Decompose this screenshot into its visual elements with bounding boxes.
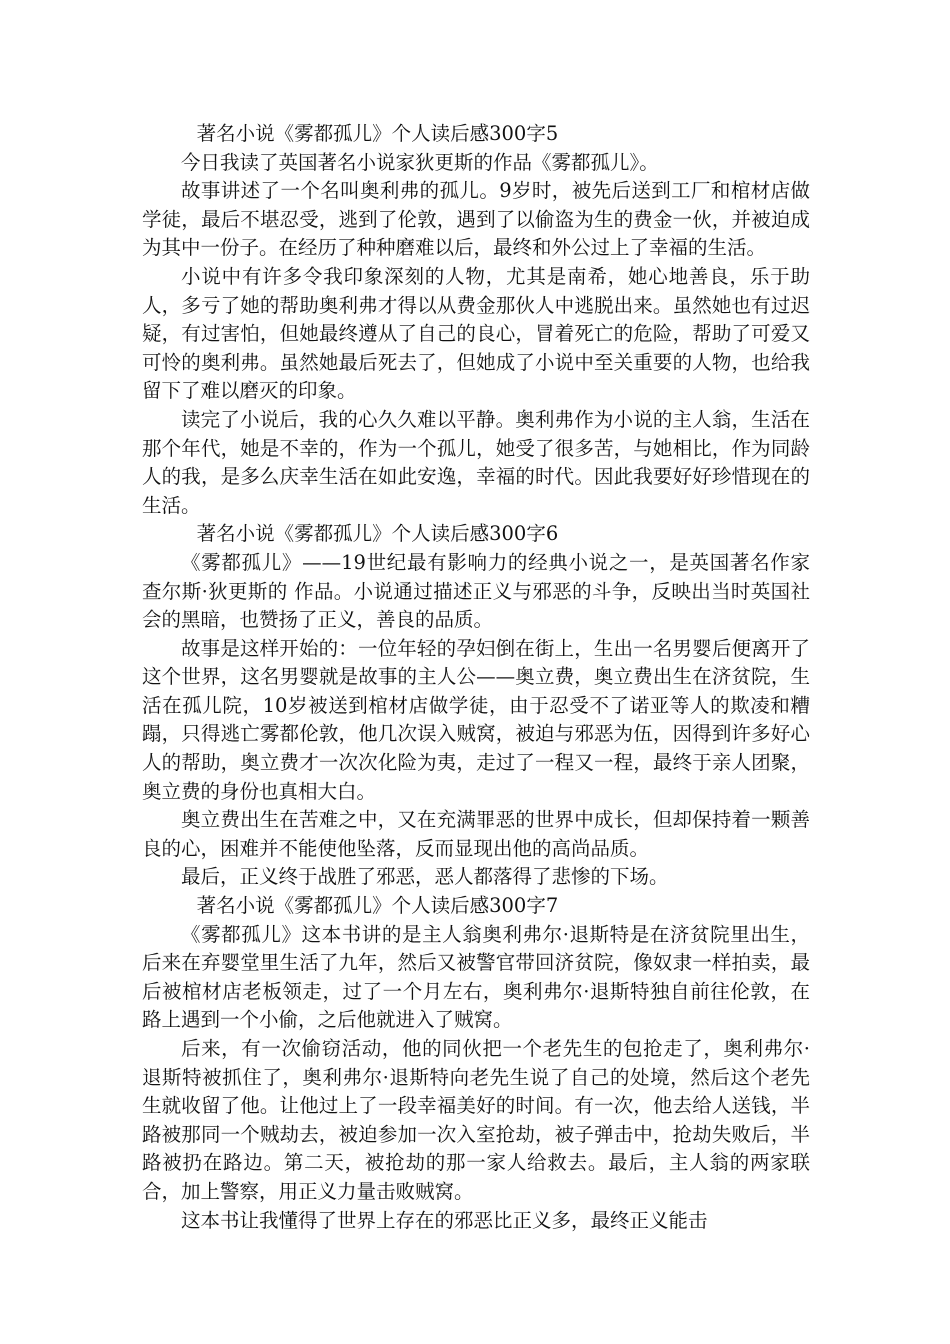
paragraph: 奥立费出生在苦难之中，又在充满罪恶的世界中成长，但却保持着一颗善良的心，困难并不能使他坠落，反而显现出他的高尚品质。	[142, 808, 810, 860]
paragraph: 读完了小说后，我的心久久难以平静。奥利弗作为小说的主人翁，生活在那个年代，她是不幸的，作为一个孤儿，她受了很多苦，与她相比，作为同龄人的我，是多么庆幸生活在如此安逸，幸福的时代。因此我要好好珍惜现在的生活。	[142, 407, 810, 517]
paragraph: 《雾都孤儿》这本书讲的是主人翁奥利弗尔·退斯特是在济贫院里出生，后来在弃婴堂里生活了九年，然后又被警官带回济贫院，像奴隶一样拍卖，最后被棺材店老板领走，过了一个月左右，奥利弗尔·退斯特独自前往伦敦，在路上遇到一个小偷，之后他就进入了贼窝。	[142, 922, 810, 1032]
paragraph: 故事讲述了一个名叫奥利弗的孤儿。9岁时，被先后送到工厂和棺材店做学徒，最后不堪忍受，逃到了伦敦，遇到了以偷盗为生的费金一伙，并被迫成为其中一份子。在经历了种种磨难以后，最终和外公过上了幸福的生活。	[142, 179, 810, 260]
paragraph: 小说中有许多令我印象深刻的人物，尤其是南希，她心地善良，乐于助人，多亏了她的帮助奥利弗才得以从费金那伙人中逃脱出来。虽然她也有过迟疑，有过害怕，但她最终遵从了自己的良心，冒着死亡的危险，帮助了可爱又可怜的奥利弗。虽然她最后死去了，但她成了小说中至关重要的人物，也给我留下了难以磨灭的印象。	[142, 264, 810, 403]
paragraph: 这本书让我懂得了世界上存在的邪恶比正义多，最终正义能击	[181, 1208, 708, 1232]
paragraph: 故事是这样开始的：一位年轻的孕妇倒在街上，生出一名男婴后便离开了这个世界，这名男婴就是故事的主人公——奥立费，奥立费出生在济贫院，生活在孤儿院，10岁被送到棺材店做学徒，由于忍受不了诺亚等人的欺凌和糟蹋，只得逃亡雾都伦敦，他几次误入贼窝，被迫与邪恶为伍，因得到许多好心人的帮助，奥立费才一次次化险为夷，走过了一程又一程，最终于亲人团聚，奥立费的身份也真相大白。	[142, 636, 810, 803]
paragraph: 后来，有一次偷窃活动，他的同伙把一个老先生的包抢走了，奥利弗尔·退斯特被抓住了，奥利弗尔·退斯特向老先生说了自己的处境，然后这个老先生就收留了他。让他过上了一段幸福美好的时间。有一次，他去给人送钱，半路被那同一个贼劫去，被迫参加一次入室抢劫，被子弹击中，抢劫失败后，半路被扔在路边。第二天，被抢劫的那一家人给救去。最后，主人翁的两家联合，加上警察，用正义力量击败贼窝。	[142, 1037, 810, 1203]
section-heading-5: 著名小说《雾都孤儿》个人读后感300字5	[196, 122, 559, 145]
document-body	[142, 120, 810, 1235]
paragraph: 《雾都孤儿》——19世纪最有影响力的经典小说之一，是英国著名作家查尔斯·狄更斯的 作品。小说通过描述正义与邪恶的斗争，反映出当时英国社会的黑暗，也赞扬了正义，善良的品质。	[142, 550, 810, 632]
paragraph: 最后，正义终于战胜了邪恶，恶人都落得了悲惨的下场。	[181, 865, 669, 889]
paragraph: 今日我读了英国著名小说家狄更斯的作品《雾都孤儿》。	[181, 150, 659, 174]
section-heading-6: 著名小说《雾都孤儿》个人读后感300字6	[196, 522, 559, 546]
section-heading-7: 著名小说《雾都孤儿》个人读后感300字7	[196, 894, 559, 918]
